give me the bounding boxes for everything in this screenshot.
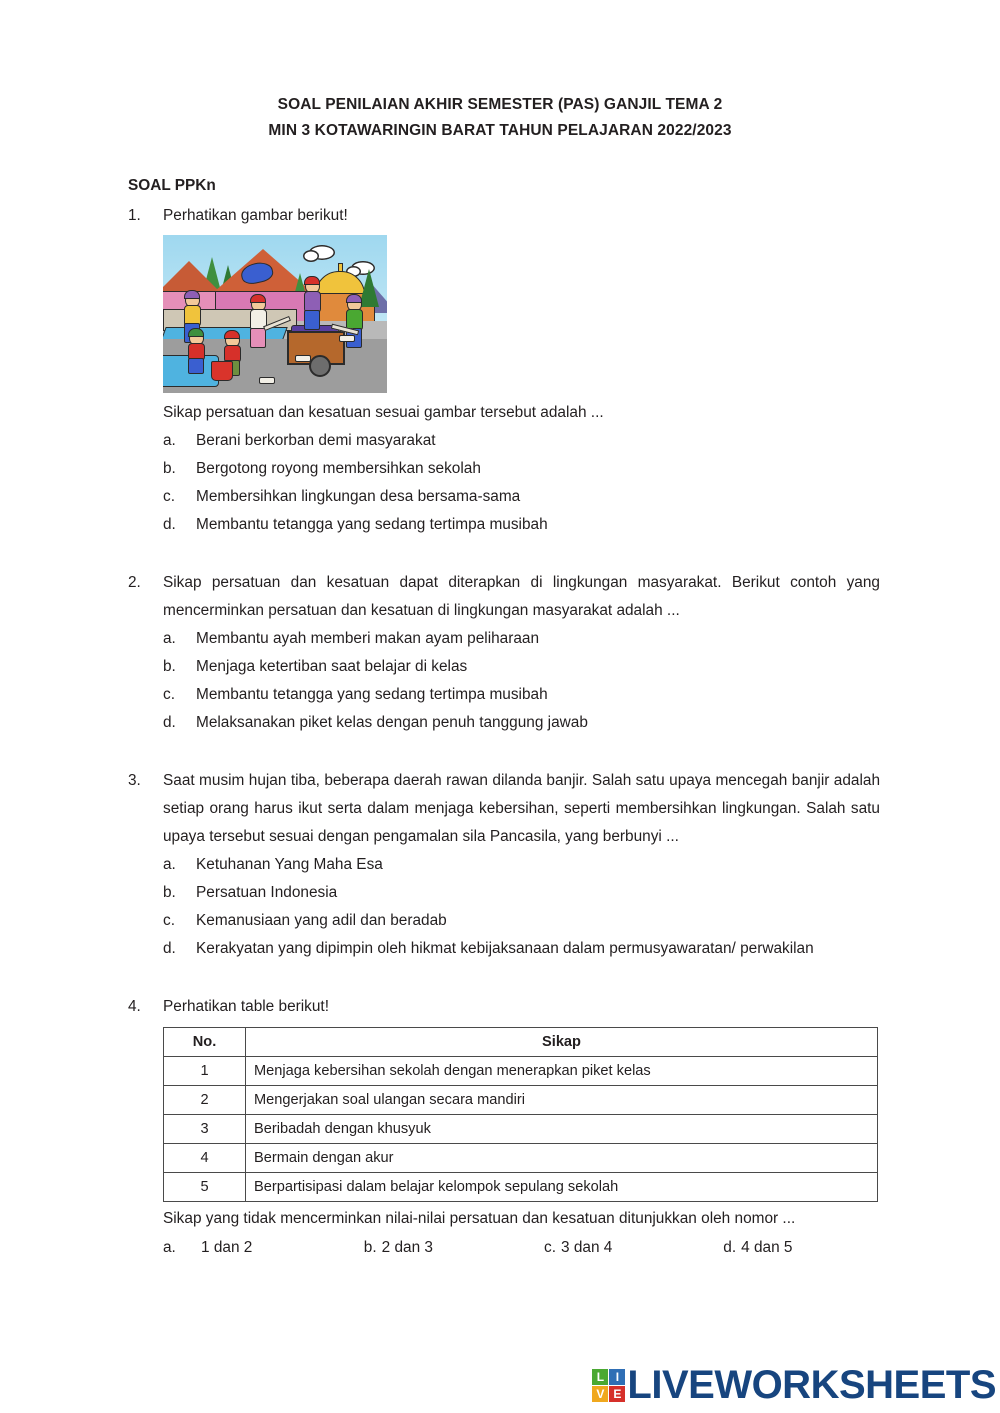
option-a[interactable] <box>163 625 880 653</box>
option-b-text: Menjaga ketertiban saat belajar di kelas <box>196 658 468 675</box>
person-legs <box>250 328 266 348</box>
option-c[interactable] <box>163 681 880 709</box>
table-cell-no: 2 <box>164 1086 246 1115</box>
title-line-2: MIN 3 KOTAWARINGIN BARAT TAHUN PELAJARAN 2022/2023 <box>268 122 732 139</box>
litter-item <box>295 355 311 362</box>
table-row <box>164 1144 878 1173</box>
question-2-stem: Sikap persatuan dan kesatuan dapat diterapkan di lingkungan masyarakat. Berikut contoh yang mencerminkan persatuan dan kesatuan di lingkungan masyarakat adalah ... <box>163 574 880 619</box>
question-3-number: 3. <box>128 772 141 789</box>
person-cap <box>346 294 362 303</box>
option-c[interactable] <box>544 1234 723 1262</box>
section-heading-ppkn: SOAL PPKn <box>128 177 216 194</box>
footer <box>0 1365 1000 1405</box>
option-b-text: 2 dan 3 <box>381 1239 433 1256</box>
option-a-letter: a. <box>163 1239 176 1256</box>
red-bucket <box>211 361 233 381</box>
option-a-letter: a. <box>163 432 176 449</box>
logo-tile-v: V <box>592 1386 608 1402</box>
liveworksheets-wordmark: LIVEWORKSHEETS <box>627 1363 996 1407</box>
logo-tile-l: L <box>592 1369 608 1385</box>
liveworksheets-logo[interactable] <box>592 1365 996 1405</box>
option-c[interactable] <box>163 483 880 511</box>
table-row <box>164 1057 878 1086</box>
logo-tile-i: I <box>609 1369 625 1385</box>
liveworksheets-logo-tiles <box>592 1369 625 1402</box>
option-c-text: Membantu tetangga yang sedang tertimpa musibah <box>196 686 548 703</box>
worksheet-content <box>128 172 880 1262</box>
table-cell-no: 5 <box>164 1173 246 1202</box>
table-cell-sikap: Menjaga kebersihan sekolah dengan menerapkan piket kelas <box>246 1057 878 1086</box>
table-row <box>164 1086 878 1115</box>
table-cell-no: 1 <box>164 1057 246 1086</box>
person-headscarf <box>184 290 200 299</box>
option-b-letter: b. <box>163 460 176 477</box>
option-d-text: Membantu tetangga yang sedang tertimpa musibah <box>196 516 548 533</box>
sikap-table-wrap <box>163 1027 880 1202</box>
option-d-letter: d. <box>723 1239 737 1256</box>
option-c-text: 3 dan 4 <box>561 1239 613 1256</box>
option-d[interactable] <box>723 1234 880 1262</box>
person-cap <box>304 276 320 285</box>
litter-item <box>259 377 275 384</box>
person-cap <box>188 328 204 337</box>
option-b[interactable] <box>163 455 880 483</box>
option-c-text: Kemanusiaan yang adil dan beradab <box>196 912 447 929</box>
question-1 <box>128 202 880 539</box>
option-c-letter: c. <box>163 488 175 505</box>
option-d-text: Melaksanakan piket kelas dengan penuh tanggung jawab <box>196 714 588 731</box>
option-c-letter: c. <box>163 686 175 703</box>
option-b-text: Persatuan Indonesia <box>196 884 338 901</box>
question-1-sub-stem: Sikap persatuan dan kesatuan sesuai gambar tersebut adalah ... <box>163 404 604 421</box>
table-cell-sikap: Mengerjakan soal ulangan secara mandiri <box>246 1086 878 1115</box>
option-c[interactable] <box>163 907 880 935</box>
title-line-1: SOAL PENILAIAN AKHIR SEMESTER (PAS) GANJIL TEMA 2 <box>277 96 723 113</box>
table-header-sikap: Sikap <box>246 1028 878 1057</box>
table-cell-no: 4 <box>164 1144 246 1173</box>
table-cell-sikap: Bermain dengan akur <box>246 1144 878 1173</box>
house-roof <box>163 261 219 291</box>
question-3-options <box>163 851 880 963</box>
person-cap <box>250 294 266 303</box>
option-d[interactable] <box>163 511 880 539</box>
person-legs <box>304 310 320 330</box>
option-d-letter: d. <box>163 714 176 731</box>
table-row <box>164 1173 878 1202</box>
option-a-letter: a. <box>163 630 176 647</box>
table-cell-no: 3 <box>164 1115 246 1144</box>
question-1-number: 1. <box>128 207 141 224</box>
question-3-stem: Saat musim hujan tiba, beberapa daerah rawan dilanda banjir. Salah satu upaya mencegah banjir adalah setiap orang harus ikut serta dalam menjaga kebersihan, seperti membersihkan lingkungan. Salah satu upaya tersebut sesuai dengan pengamalan sila Pancasila, yang berbunyi ... <box>163 772 880 845</box>
option-c-text: Membersihkan lingkungan desa bersama-sama <box>196 488 521 505</box>
option-a[interactable] <box>163 427 880 455</box>
option-c-letter: c. <box>163 912 175 929</box>
sikap-table <box>163 1027 878 1202</box>
option-d-letter: d. <box>163 940 176 957</box>
gotong-royong-illustration <box>163 235 387 393</box>
document-title <box>0 92 1000 144</box>
question-4-stem: Perhatikan table berikut! <box>163 998 329 1015</box>
option-d[interactable] <box>163 935 880 963</box>
person-cap <box>224 330 240 339</box>
person-legs <box>188 358 204 374</box>
option-b-letter: b. <box>163 884 176 901</box>
question-1-stem: Perhatikan gambar berikut! <box>163 207 348 224</box>
option-a-text: 1 dan 2 <box>201 1239 253 1256</box>
question-1-figure-wrap <box>163 235 880 393</box>
table-cell-sikap: Beribadah dengan khusyuk <box>246 1115 878 1144</box>
question-4-number: 4. <box>128 998 141 1015</box>
option-d-text: Kerakyatan yang dipimpin oleh hikmat kebijaksanaan dalam permusyawaratan/ perwakilan <box>196 940 814 957</box>
option-b[interactable] <box>163 653 880 681</box>
question-2-number: 2. <box>128 574 141 591</box>
option-a-text: Ketuhanan Yang Maha Esa <box>196 856 383 873</box>
option-d[interactable] <box>163 709 880 737</box>
option-b[interactable] <box>163 879 880 907</box>
question-1-options <box>163 427 880 539</box>
litter-item <box>339 335 355 342</box>
option-a[interactable] <box>163 851 880 879</box>
question-4-after-table-text: Sikap yang tidak mencerminkan nilai-nilai persatuan dan kesatuan ditunjukkan oleh nomor ... <box>163 1210 796 1227</box>
question-2 <box>128 569 880 737</box>
question-4 <box>128 993 880 1262</box>
table-header-no: No. <box>164 1028 246 1057</box>
table-cell-sikap: Berpartisipasi dalam belajar kelompok sepulang sekolah <box>246 1173 878 1202</box>
option-a-text: Berani berkorban demi masyarakat <box>196 432 436 449</box>
question-2-options <box>163 625 880 737</box>
logo-tile-e: E <box>609 1386 625 1402</box>
option-a-letter: a. <box>163 856 176 873</box>
option-b-text: Bergotong royong membersihkan sekolah <box>196 460 481 477</box>
table-header-row <box>164 1028 878 1057</box>
tree-icon <box>359 269 379 307</box>
question-4-options <box>163 1234 880 1262</box>
question-3 <box>128 767 880 963</box>
table-row <box>164 1115 878 1144</box>
option-b-letter: b. <box>163 658 176 675</box>
option-d-letter: d. <box>163 516 176 533</box>
cart-wheel <box>309 355 331 377</box>
option-c-letter: c. <box>544 1239 557 1256</box>
option-b[interactable] <box>364 1234 544 1262</box>
option-b-letter: b. <box>363 1239 377 1256</box>
option-a-text: Membantu ayah memberi makan ayam peliharaan <box>196 630 540 647</box>
option-a[interactable] <box>163 1234 364 1262</box>
option-d-text: 4 dan 5 <box>741 1239 793 1256</box>
